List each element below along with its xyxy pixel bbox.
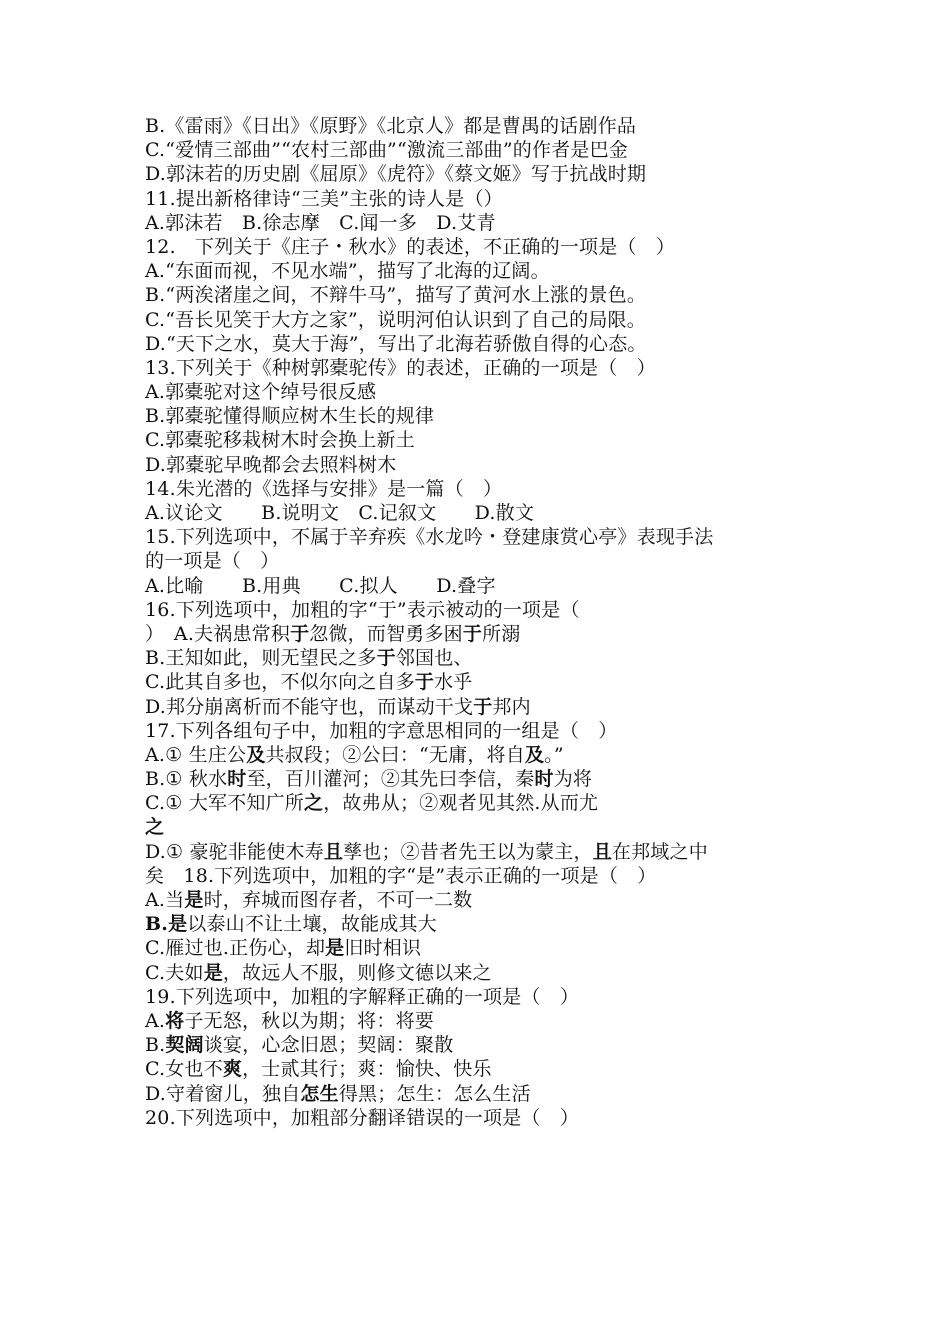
text-line [145, 1106, 825, 1130]
text-run: 谈宴，心念旧恩；契阔：聚散 [203, 1034, 454, 1057]
text-run: 16.下列选项中，加粗的字“于”表示被动的一项是（ [145, 598, 580, 621]
text-line [145, 767, 825, 791]
text-run: D.① 豪驼非能使木寿 [145, 840, 324, 863]
text-run: 孳也；②昔者先王以为蒙主， [343, 840, 593, 863]
bold-word: 且 [323, 840, 344, 863]
text-line [145, 549, 825, 573]
bold-word: 时 [227, 768, 247, 791]
text-line [145, 985, 825, 1009]
text-run: C.此其自多也，不似尔向之自多 [145, 671, 415, 694]
bold-word: 时 [534, 768, 554, 791]
text-run: D.郭沫若的历史剧《屈原》《虎符》《蔡文姬》写于抗战时期 [145, 163, 647, 186]
text-run: D.“天下之水，莫大于海”，写出了北海若骄傲自得的心态。 [145, 332, 647, 355]
text-line [145, 525, 825, 549]
text-line [145, 646, 825, 670]
text-line [145, 356, 825, 380]
bold-word: 于 [290, 622, 310, 645]
text-line [145, 1082, 825, 1106]
text-run: 共叔段；②公曰：“无庸，将自 [265, 743, 525, 766]
text-line [145, 404, 825, 428]
text-line [145, 815, 825, 839]
text-line [145, 114, 825, 138]
bold-word: 是 [184, 889, 204, 911]
text-line [145, 1009, 825, 1033]
bold-word: 于 [414, 671, 435, 694]
text-line [145, 695, 825, 719]
text-run: C.① 大军不知广所 [145, 792, 304, 815]
bold-word: 契阔 [165, 1034, 204, 1057]
text-run: 12. 下列关于《庄子・秋水》的表述，不正确的一项是（ ） [145, 235, 676, 258]
text-line [145, 211, 825, 235]
text-line [145, 961, 825, 985]
bold-word: B.是 [145, 913, 188, 936]
text-run: A.比喻 B.用典 C.拟人 D.叠字 [145, 574, 496, 597]
text-line [145, 308, 825, 332]
text-run: ，士贰其行；爽：愉快、快乐 [242, 1058, 492, 1081]
text-run: 以泰山不让土壤，故能成其大 [187, 913, 437, 936]
text-run: A.郭橐驼对这个绰号很反感 [145, 381, 377, 404]
text-line [145, 501, 825, 525]
text-line [145, 912, 825, 936]
text-run: 。” [544, 743, 564, 766]
text-line [145, 332, 825, 356]
bold-word: 及 [524, 743, 545, 766]
text-run: 为将 [553, 768, 593, 791]
text-run: 所溺 [482, 622, 521, 645]
text-run: C.“吾长见笑于大方之家”，说明河伯认识到了自己的局限。 [145, 308, 646, 331]
text-line [145, 791, 825, 815]
text-run: A.当 [145, 889, 185, 911]
text-line [145, 283, 825, 307]
bold-word: 之 [303, 792, 324, 815]
bold-word: 于 [473, 695, 493, 718]
text-line [145, 428, 825, 452]
bold-word: 爽 [222, 1058, 243, 1081]
text-run: A.① 生庄公 [145, 743, 247, 766]
text-run: 的一项是（ ） [145, 550, 280, 573]
text-run: C.“爱情三部曲”“农村三部曲”“激流三部曲”的作者是巴金 [145, 139, 628, 162]
bold-word: 于 [376, 647, 396, 670]
text-run: A.“东面而视，不见水端”，描写了北海的辽阔。 [145, 260, 550, 283]
text-run: B.郭橐驼懂得顺应树木生长的规律 [145, 405, 435, 428]
text-run: B.《雷雨》《日出》《原野》《北京人》都是曹禺的话剧作品 [145, 115, 637, 137]
text-run: 得黑；怎生：怎么生活 [338, 1082, 531, 1105]
text-run: 矣 18.下列选项中，加粗的字“是”表示正确的一项是（ ） [145, 864, 657, 887]
bold-word: 怎生 [300, 1082, 339, 1105]
text-line [145, 574, 825, 598]
text-line [145, 259, 825, 283]
text-run: ，故远人不服，则修文德以来之 [222, 961, 492, 984]
bold-word: 于 [462, 622, 483, 645]
text-run: 至，百川灌河；②其先曰李信，秦 [246, 768, 535, 791]
text-line [145, 1057, 825, 1081]
question-text-block [145, 114, 825, 1130]
text-run: 忽微，而智勇多困 [309, 622, 463, 645]
text-run: A.议论文 B.说明文 C.记叙文 D.散文 [145, 502, 535, 524]
text-line [145, 162, 825, 186]
text-run: B.“两涘渚崖之间，不辩牛马”，描写了黄河水上涨的景色。 [145, 284, 647, 307]
text-run: 19.下列选项中，加粗的字解释正确的一项是（ ） [145, 985, 580, 1008]
text-line [145, 719, 825, 743]
text-run: ） A.夫祸患常积 [145, 622, 291, 645]
text-line [145, 1033, 825, 1057]
text-run: 11.提出新格律诗“三美”主张的诗人是（） [145, 187, 503, 210]
text-run: 子无怒，秋以为期；将：将要 [184, 1009, 434, 1032]
text-run: D.郭橐驼早晚都会去照料树木 [145, 453, 397, 476]
text-line [145, 840, 825, 864]
bold-word: 及 [246, 743, 266, 766]
bold-word: 将 [165, 1009, 185, 1032]
text-run: C.女也不 [145, 1058, 223, 1081]
text-line [145, 477, 825, 501]
text-run: 20.下列选项中，加粗部分翻译错误的一项是（ ） [145, 1106, 580, 1129]
text-run: B. [145, 1034, 166, 1057]
text-run: 15.下列选项中，不属于辛弃疾《水龙吟・登建康赏心亭》表现手法 [145, 526, 714, 549]
text-line [145, 598, 825, 622]
text-run: 时，弃城而图存者，不可一二数 [203, 889, 473, 911]
bold-word: 是 [203, 961, 223, 984]
text-run: 13.下列关于《种树郭橐驼传》的表述，正确的一项是（ ） [145, 356, 656, 379]
text-line [145, 138, 825, 162]
text-line [145, 187, 825, 211]
text-run: D.邦分崩离析而不能守也，而谋动干戈 [145, 695, 474, 718]
text-line [145, 235, 825, 259]
text-line [145, 380, 825, 404]
text-run: D.守着窗儿，独自 [145, 1082, 301, 1105]
text-run: 14.朱光潜的《选择与安排》是一篇（ ） [145, 477, 503, 500]
text-run: 邦内 [492, 695, 531, 718]
text-run: C.夫如 [145, 961, 204, 984]
text-run: A. [145, 1009, 166, 1032]
text-run: 在邦域之中 [611, 840, 708, 863]
text-line [145, 622, 825, 646]
text-run: C.雁过也.正伤心，却 [145, 937, 326, 960]
text-line [145, 888, 825, 912]
text-line [145, 864, 825, 888]
text-run: 旧时相识 [344, 937, 422, 960]
text-line [145, 743, 825, 767]
text-line [145, 936, 825, 960]
text-run: 邻国也、 [395, 647, 473, 670]
bold-word: 是 [325, 937, 345, 960]
text-run: 水乎 [434, 671, 473, 694]
bold-word: 且 [592, 840, 612, 863]
text-run: ，故弗从；②观者见其然.从而尤 [323, 792, 599, 815]
text-run: B.王知如此，则无望民之多 [145, 647, 377, 670]
text-run: C.郭橐驼移栽树木时会换上新土 [145, 429, 415, 452]
text-line [145, 670, 825, 694]
bold-word: 之 [145, 816, 165, 839]
text-run: 17.下列各组句子中，加粗的字意思相同的一组是（ ） [145, 719, 618, 742]
text-run: B.① 秋水 [145, 768, 228, 791]
text-line [145, 453, 825, 477]
text-run: A.郭沫若 B.徐志摩 C.闻一多 D.艾青 [145, 211, 496, 234]
